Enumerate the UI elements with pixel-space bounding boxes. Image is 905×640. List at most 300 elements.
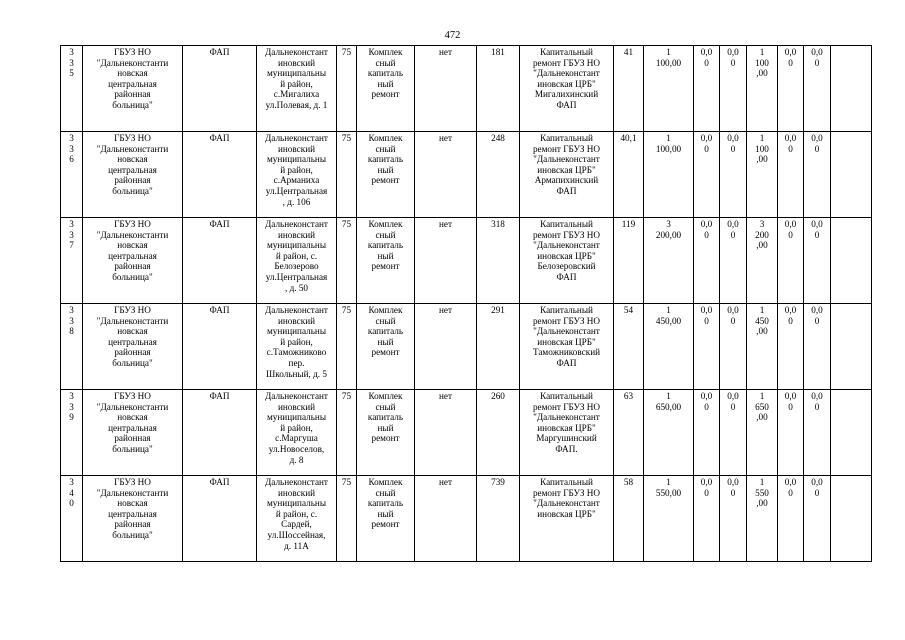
cost-cell bbox=[644, 218, 694, 304]
cell-line: 1 bbox=[759, 477, 765, 487]
cell-line: пер. bbox=[288, 357, 305, 368]
cell-line: ГБУЗ НО bbox=[114, 133, 151, 143]
value-cell-4 bbox=[778, 218, 804, 304]
cell-line: й район, bbox=[280, 422, 313, 433]
value-cell-1 bbox=[694, 132, 720, 218]
description-cell bbox=[520, 476, 614, 562]
cell-line: Дальнеконстант bbox=[265, 219, 328, 229]
cell-line: 0 bbox=[814, 57, 820, 68]
cell-line: 58 bbox=[623, 477, 634, 487]
cell-line: , д. 50 bbox=[284, 282, 309, 293]
cell-line: 1 bbox=[666, 391, 671, 401]
value-cell-1 bbox=[694, 46, 720, 132]
cell-line: 0,0 bbox=[811, 219, 823, 229]
cell-line: капиталь bbox=[367, 240, 404, 251]
cell-line: ремонт ГБУЗ НО bbox=[532, 229, 601, 240]
cell-line: 75 bbox=[341, 219, 352, 229]
value-cell-5 bbox=[804, 218, 831, 304]
cell-line: 0 bbox=[730, 57, 736, 68]
cell-line: больница" bbox=[112, 529, 153, 540]
cell-line: 3 bbox=[69, 315, 74, 326]
value-cell-5 bbox=[804, 304, 831, 390]
cell-line: ул.Полевая, д. 1 bbox=[265, 99, 328, 110]
cell-line: 54 bbox=[623, 305, 634, 315]
cell-line: ный bbox=[377, 78, 394, 89]
value-cell-4 bbox=[778, 476, 804, 562]
row-index bbox=[61, 132, 83, 218]
cell-line: ,00 bbox=[756, 326, 768, 337]
cell-line: Комплек bbox=[368, 133, 403, 143]
cell-line: "Дальнеконстанти bbox=[96, 487, 169, 498]
cell-line: капиталь bbox=[367, 412, 404, 423]
cell-line: 3 bbox=[69, 57, 74, 68]
organization-cell bbox=[83, 304, 183, 390]
cell-line: ГБУЗ НО bbox=[114, 47, 151, 57]
capital-repair-table bbox=[60, 45, 872, 562]
organization-cell bbox=[83, 390, 183, 476]
cell-line: 0,0 bbox=[727, 305, 739, 315]
cell-line: 0,0 bbox=[811, 391, 823, 401]
cell-line: Таможниковский bbox=[532, 347, 601, 358]
facility-type-cell bbox=[183, 218, 257, 304]
cell-line: "Дальнеконстант bbox=[533, 154, 600, 165]
cell-line: больница" bbox=[112, 271, 153, 282]
cell-line: 0 bbox=[730, 487, 736, 498]
description-cell bbox=[520, 218, 614, 304]
cell-line: новская bbox=[117, 154, 148, 165]
value-cell-3 bbox=[747, 304, 778, 390]
cell-line: 450,00 bbox=[655, 315, 682, 326]
cell-line: "Дальнеконстант bbox=[533, 240, 600, 251]
cell-line: Комплек bbox=[368, 47, 403, 57]
empty-cell bbox=[831, 476, 872, 562]
cell-line: 0,0 bbox=[700, 391, 713, 401]
cell-line: сный bbox=[375, 487, 396, 498]
value-cell-2 bbox=[720, 132, 747, 218]
cell-line: центральная bbox=[108, 164, 157, 175]
cell-line: "Дальнеконстант bbox=[533, 412, 600, 423]
cell-line: 1 bbox=[666, 47, 671, 57]
description-cell bbox=[520, 390, 614, 476]
value-cell-3 bbox=[747, 46, 778, 132]
number-cell bbox=[477, 304, 520, 390]
cell-line: 318 bbox=[491, 219, 505, 229]
cell-line: 63 bbox=[623, 391, 634, 401]
cell-line: ный bbox=[377, 508, 394, 519]
cell-line: 75 bbox=[341, 133, 352, 143]
cell-line: ФАП bbox=[556, 357, 577, 368]
description-cell bbox=[520, 132, 614, 218]
cell-line: 3 bbox=[666, 219, 671, 229]
cell-line: иновская ЦРБ" bbox=[537, 78, 596, 89]
cell-line: "Дальнеконстанти bbox=[96, 57, 169, 68]
cell-line: ул.Новоселов, bbox=[268, 443, 325, 454]
cell-line: 1 bbox=[759, 391, 765, 401]
cell-line: 0 bbox=[788, 315, 793, 326]
cell-line: 450 bbox=[755, 315, 769, 326]
cell-line: Комплек bbox=[368, 219, 403, 229]
cell-line: "Дальнеконстант bbox=[533, 326, 600, 337]
cell-line: 3 bbox=[69, 391, 74, 401]
description-cell bbox=[520, 304, 614, 390]
number-cell bbox=[477, 390, 520, 476]
area-cell bbox=[614, 218, 644, 304]
cell-line: "Дальнеконстант bbox=[533, 68, 600, 79]
facility-type-cell bbox=[183, 390, 257, 476]
cell-line: Капитальный bbox=[540, 133, 593, 143]
cell-line: иновская ЦРБ" bbox=[537, 508, 596, 519]
cell-line: 0 bbox=[730, 229, 736, 240]
cell-line: 3 bbox=[69, 477, 74, 487]
cell-line: иновский bbox=[277, 57, 316, 68]
cell-line: 100,00 bbox=[655, 143, 682, 154]
cell-line: ,00 bbox=[756, 498, 768, 509]
cell-line: 0 bbox=[788, 143, 793, 154]
cell-line: нет bbox=[438, 47, 452, 57]
cell-line: ФАП bbox=[209, 133, 230, 143]
cell-line: "Дальнеконстанти bbox=[96, 401, 169, 412]
cell-line: 6 bbox=[69, 154, 74, 165]
cell-line: Мигалихинский bbox=[534, 89, 599, 100]
cell-line: сный bbox=[375, 315, 396, 326]
cell-line: 1 bbox=[666, 477, 671, 487]
value-cell-5 bbox=[804, 46, 831, 132]
row-index bbox=[61, 390, 83, 476]
table-row bbox=[61, 46, 872, 132]
value-cell-3 bbox=[747, 132, 778, 218]
cell-line: ,00 bbox=[756, 412, 768, 423]
value-cell-3 bbox=[747, 476, 778, 562]
cell-line: 75 bbox=[341, 391, 352, 401]
area-cell bbox=[614, 390, 644, 476]
cell-line: 0,0 bbox=[727, 133, 739, 143]
cell-line: 0 bbox=[704, 57, 709, 68]
cell-line: 0,0 bbox=[811, 477, 823, 487]
facility-type-cell bbox=[183, 132, 257, 218]
cell-line: Капитальный bbox=[540, 477, 593, 487]
facility-type-cell bbox=[183, 46, 257, 132]
cell-line: капиталь bbox=[367, 68, 404, 79]
cell-line: Маргушинский bbox=[536, 433, 597, 444]
cost-cell bbox=[644, 132, 694, 218]
cell-line: 41 bbox=[623, 47, 634, 57]
cell-line: 0 bbox=[788, 401, 793, 412]
cell-line: ФАП bbox=[556, 99, 577, 110]
cell-line: иновский bbox=[277, 487, 316, 498]
cell-line: 119 bbox=[621, 219, 636, 229]
cell-line: 100,00 bbox=[655, 57, 682, 68]
cell-line: капиталь bbox=[367, 154, 404, 165]
table-row bbox=[61, 132, 872, 218]
work-type-cell bbox=[357, 132, 415, 218]
cell-line: сный bbox=[375, 401, 396, 412]
cell-line: 181 bbox=[491, 47, 505, 57]
empty-cell bbox=[831, 46, 872, 132]
number-cell bbox=[477, 476, 520, 562]
cell-line: 3 bbox=[69, 133, 74, 143]
cell-line: 3 bbox=[69, 305, 74, 315]
cell-line: 650,00 bbox=[655, 401, 682, 412]
value-cell-5 bbox=[804, 476, 831, 562]
cell-line: 1 bbox=[759, 305, 765, 315]
cell-line: 0,0 bbox=[727, 477, 739, 487]
cell-line: 0 bbox=[730, 401, 736, 412]
cell-line: ФАП bbox=[556, 185, 577, 196]
cell-line: ,00 bbox=[756, 68, 768, 79]
work-type-cell bbox=[357, 218, 415, 304]
cell-line: сный bbox=[375, 229, 396, 240]
empty-cell bbox=[831, 390, 872, 476]
empty-cell bbox=[831, 132, 872, 218]
cell-line: ГБУЗ НО bbox=[114, 305, 151, 315]
address-cell bbox=[257, 46, 337, 132]
address-cell bbox=[257, 304, 337, 390]
cell-line: центральная bbox=[108, 250, 157, 261]
cell-line: центральная bbox=[108, 508, 157, 519]
work-type-cell bbox=[357, 476, 415, 562]
cell-line: 1 bbox=[666, 305, 671, 315]
empty-cell bbox=[831, 218, 872, 304]
cell-line: д. 11А bbox=[284, 540, 309, 551]
cell-line: 100 bbox=[755, 143, 769, 154]
cost-cell bbox=[644, 46, 694, 132]
cell-line: й район, с. bbox=[275, 250, 318, 261]
cell-line: 75 bbox=[341, 477, 352, 487]
cell-line: нет bbox=[438, 305, 452, 315]
cell-line: 0,0 bbox=[700, 133, 713, 143]
cell-line: Дальнеконстант bbox=[265, 391, 328, 401]
code-cell bbox=[337, 476, 357, 562]
empty-cell bbox=[831, 304, 872, 390]
description-cell bbox=[520, 46, 614, 132]
work-type-cell bbox=[357, 390, 415, 476]
cell-line: 3 bbox=[69, 401, 74, 412]
cell-line: 0,0 bbox=[811, 305, 823, 315]
area-cell bbox=[614, 304, 644, 390]
cell-line: Дальнеконстант bbox=[265, 305, 328, 315]
cell-line: Капитальный bbox=[540, 219, 593, 229]
organization-cell bbox=[83, 218, 183, 304]
cell-line: 100 bbox=[755, 57, 769, 68]
cell-line: 550 bbox=[755, 487, 769, 498]
cell-line: новская bbox=[117, 412, 148, 423]
value-cell-2 bbox=[720, 476, 747, 562]
cell-line: муниципальны bbox=[266, 240, 326, 251]
page-number: 472 bbox=[444, 30, 461, 41]
cell-line: ный bbox=[377, 336, 394, 347]
cell-line: ГБУЗ НО bbox=[114, 219, 151, 229]
cell-line: 0 bbox=[704, 143, 709, 154]
address-cell bbox=[257, 218, 337, 304]
cell-line: 200,00 bbox=[655, 229, 682, 240]
cell-line: 0 bbox=[814, 487, 820, 498]
cell-line: Комплек bbox=[368, 305, 403, 315]
cell-line: 260 bbox=[491, 391, 505, 401]
cell-line: сный bbox=[375, 57, 396, 68]
table-row bbox=[61, 218, 872, 304]
cell-line: ремонт ГБУЗ НО bbox=[532, 401, 601, 412]
cell-line: 248 bbox=[491, 133, 505, 143]
cell-line: районная bbox=[114, 433, 151, 444]
cell-line: иновская ЦРБ" bbox=[537, 164, 596, 175]
cell-line: 4 bbox=[69, 487, 74, 498]
value-cell-3 bbox=[747, 218, 778, 304]
cell-line: ремонт ГБУЗ НО bbox=[532, 315, 601, 326]
code-cell bbox=[337, 132, 357, 218]
cell-line: 1 bbox=[759, 133, 765, 143]
cell-line: 0,0 bbox=[784, 305, 797, 315]
cell-line: 1 bbox=[759, 47, 765, 57]
cell-line: Комплек bbox=[368, 391, 403, 401]
cell-line: с.Арманиха bbox=[273, 175, 320, 186]
table-row bbox=[61, 304, 872, 390]
cell-line: Школьный, д. 5 bbox=[266, 368, 327, 379]
cell-line: ремонт bbox=[371, 175, 400, 186]
cell-line: больница" bbox=[112, 99, 153, 110]
cell-line: нет bbox=[438, 477, 452, 487]
value-cell-5 bbox=[804, 132, 831, 218]
cell-line: ный bbox=[377, 164, 394, 175]
cell-line: 3 bbox=[69, 229, 74, 240]
cell-line: районная bbox=[114, 347, 151, 358]
cell-line: ремонт bbox=[371, 261, 400, 272]
cell-line: й район, bbox=[280, 336, 313, 347]
cell-line: больница" bbox=[112, 357, 153, 368]
cell-line: 0 bbox=[730, 143, 736, 154]
value-cell-1 bbox=[694, 304, 720, 390]
flag-cell bbox=[415, 390, 477, 476]
cell-line: Белозеровский bbox=[537, 261, 596, 272]
facility-type-cell bbox=[183, 304, 257, 390]
cell-line: 1 bbox=[666, 133, 671, 143]
address-cell bbox=[257, 390, 337, 476]
cell-line: нет bbox=[438, 219, 452, 229]
value-cell-1 bbox=[694, 390, 720, 476]
cell-line: 291 bbox=[491, 305, 505, 315]
organization-cell bbox=[83, 476, 183, 562]
value-cell-2 bbox=[720, 390, 747, 476]
value-cell-4 bbox=[778, 132, 804, 218]
cell-line: ФАП. bbox=[555, 443, 578, 454]
cell-line: Капитальный bbox=[540, 47, 593, 57]
cell-line: ФАП bbox=[209, 305, 230, 315]
cell-line: муниципальны bbox=[266, 154, 326, 165]
cell-line: Сардей, bbox=[281, 519, 312, 530]
cell-line: иновский bbox=[277, 315, 316, 326]
cell-line: 8 bbox=[69, 326, 74, 337]
cell-line: Армапихинский bbox=[534, 175, 599, 186]
cell-line: муниципальны bbox=[266, 498, 326, 509]
code-cell bbox=[337, 218, 357, 304]
cell-line: 3 bbox=[759, 219, 765, 229]
code-cell bbox=[337, 390, 357, 476]
cell-line: 0,0 bbox=[727, 391, 739, 401]
table-row bbox=[61, 390, 872, 476]
cell-line: иновский bbox=[277, 229, 316, 240]
value-cell-1 bbox=[694, 476, 720, 562]
cell-line: с.Таможниково bbox=[266, 347, 327, 358]
cell-line: ремонт ГБУЗ НО bbox=[532, 143, 601, 154]
cell-line: ремонт bbox=[371, 89, 400, 100]
address-cell bbox=[257, 132, 337, 218]
cell-line: д. 8 bbox=[289, 454, 304, 465]
cell-line: 0 bbox=[69, 498, 74, 509]
cell-line: 0 bbox=[788, 57, 793, 68]
cell-line: 5 bbox=[69, 68, 74, 79]
cell-line: 3 bbox=[69, 47, 74, 57]
cell-line: 0,0 bbox=[727, 47, 739, 57]
value-cell-4 bbox=[778, 46, 804, 132]
cell-line: с.Маргуша bbox=[275, 433, 318, 444]
cell-line: ремонт ГБУЗ НО bbox=[532, 57, 601, 68]
cell-line: муниципальны bbox=[266, 412, 326, 423]
cell-line: "Дальнеконстанти bbox=[96, 315, 169, 326]
flag-cell bbox=[415, 132, 477, 218]
value-cell-4 bbox=[778, 304, 804, 390]
row-index bbox=[61, 46, 83, 132]
cell-line: капиталь bbox=[367, 498, 404, 509]
cell-line: 75 bbox=[341, 305, 352, 315]
cell-line: ,00 bbox=[756, 154, 768, 165]
cell-line: районная bbox=[114, 175, 151, 186]
cell-line: 0 bbox=[814, 315, 820, 326]
cell-line: ,00 bbox=[756, 240, 768, 251]
work-type-cell bbox=[357, 304, 415, 390]
value-cell-4 bbox=[778, 390, 804, 476]
number-cell bbox=[477, 218, 520, 304]
value-cell-3 bbox=[747, 390, 778, 476]
cell-line: ул.Центральная bbox=[265, 185, 328, 196]
cell-line: 739 bbox=[491, 477, 505, 487]
cell-line: 0,0 bbox=[784, 133, 797, 143]
cell-line: капиталь bbox=[367, 326, 404, 337]
cell-line: ГБУЗ НО bbox=[114, 477, 151, 487]
flag-cell bbox=[415, 218, 477, 304]
cell-line: районная bbox=[114, 89, 151, 100]
cell-line: 0 bbox=[730, 315, 736, 326]
cell-line: й район, с. bbox=[275, 508, 318, 519]
cell-line: ФАП bbox=[209, 477, 230, 487]
organization-cell bbox=[83, 132, 183, 218]
cell-line: иновская ЦРБ" bbox=[537, 422, 596, 433]
cell-line: ный bbox=[377, 422, 394, 433]
flag-cell bbox=[415, 476, 477, 562]
work-type-cell bbox=[357, 46, 415, 132]
cell-line: Дальнеконстант bbox=[265, 133, 328, 143]
value-cell-1 bbox=[694, 218, 720, 304]
cell-line: 0,0 bbox=[784, 391, 797, 401]
row-index bbox=[61, 476, 83, 562]
row-index bbox=[61, 304, 83, 390]
cell-line: ФАП bbox=[209, 47, 230, 57]
cell-line: ремонт bbox=[371, 347, 400, 358]
cell-line: 40,1 bbox=[620, 133, 637, 143]
cell-line: , д. 106 bbox=[282, 196, 311, 207]
cell-line: "Дальнеконстанти bbox=[96, 143, 169, 154]
cell-line: 75 bbox=[341, 47, 352, 57]
cell-line: иновский bbox=[277, 143, 316, 154]
cell-line: ул.Шоссейная, bbox=[267, 529, 326, 540]
cell-line: ул.Центральная bbox=[265, 271, 328, 282]
value-cell-5 bbox=[804, 390, 831, 476]
cell-line: центральная bbox=[108, 78, 157, 89]
cell-line: ФАП bbox=[209, 391, 230, 401]
cell-line: 0 bbox=[704, 487, 709, 498]
cell-line: больница" bbox=[112, 443, 153, 454]
area-cell bbox=[614, 132, 644, 218]
cell-line: "Дальнеконстант bbox=[533, 498, 600, 509]
cell-line: новская bbox=[117, 326, 148, 337]
